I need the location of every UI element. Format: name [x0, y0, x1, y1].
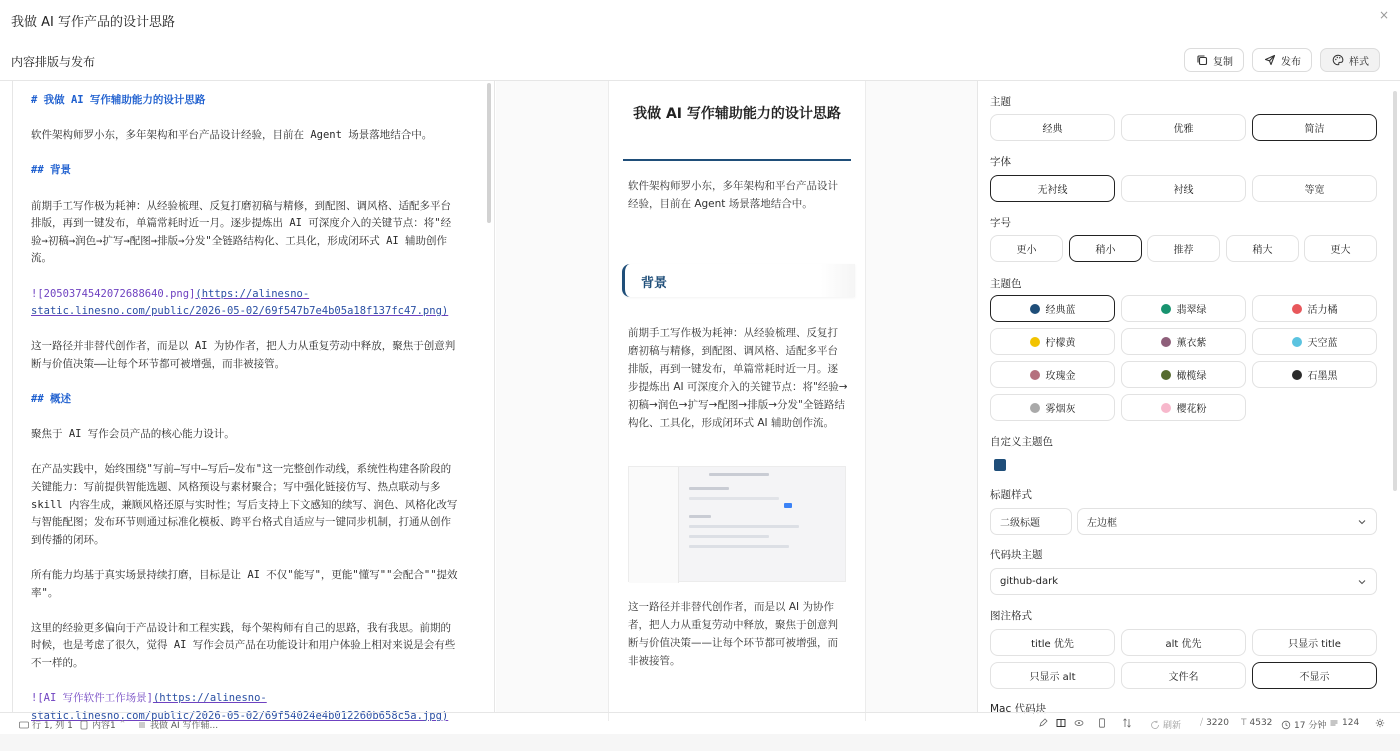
custom-color-swatch[interactable] [994, 459, 1006, 471]
status-bar [0, 712, 1400, 734]
preview-image [628, 466, 846, 582]
md-h1: # 我做 AI 写作辅助能力的设计思路 [31, 94, 206, 106]
preview-article [608, 81, 866, 721]
list-icon [137, 720, 147, 730]
theme-option-simple[interactable]: 简洁 [1252, 114, 1377, 141]
heading-style-select[interactable]: 左边框 [1077, 508, 1377, 535]
custom-color-label: 自定义主题色 [990, 436, 1053, 448]
color-dot [1030, 304, 1040, 314]
color-name: 活力橘 [1307, 305, 1338, 316]
code-theme-select[interactable]: github-dark [990, 568, 1377, 595]
md-para-overview: 聚焦于 AI 写作会员产品的核心能力设计。 [31, 428, 235, 441]
markdown-editor[interactable] [12, 81, 495, 722]
line-count: 124 [1329, 718, 1359, 728]
md-intro: 软件架构师罗小东，多年架构和平台产品设计经验，目前在 Agent 场景落地结合中。 [31, 129, 433, 142]
color-name: 雾烟灰 [1045, 404, 1076, 415]
caption-option-title-first[interactable]: title 优先 [990, 629, 1115, 656]
content-selector[interactable]: 内容1 ⌃ [79, 718, 126, 731]
color-label: 主题色 [990, 278, 1022, 290]
title-bar [0, 0, 1400, 40]
mac-code-label: Mac 代码块 [990, 703, 1047, 715]
chevron-down-icon [1357, 517, 1367, 527]
lines-icon [1329, 718, 1339, 728]
theme-color-option[interactable] [990, 295, 1115, 322]
color-name: 玫瑰金 [1045, 371, 1076, 382]
color-name: 樱花粉 [1176, 404, 1207, 415]
publish-label: 发布 [1281, 56, 1301, 68]
theme-color-option[interactable] [990, 328, 1115, 355]
color-dot [1292, 337, 1302, 347]
md-h2-background: ## 背景 [31, 164, 71, 177]
color-dot [1161, 304, 1171, 314]
edit-icon[interactable] [1038, 718, 1048, 728]
send-icon [1264, 54, 1276, 66]
code-theme-label: 代码块主题 [990, 549, 1043, 561]
title-divider [623, 159, 851, 161]
mobile-preview-icon[interactable] [1097, 718, 1107, 728]
style-settings-panel [979, 81, 1400, 713]
view-mode-toggles [1038, 718, 1084, 728]
size-option-smaller[interactable]: 更小 [990, 235, 1063, 262]
refresh-icon [1150, 720, 1160, 730]
md-image-link-2[interactable]: ![AI 写作软件工作场景](https://alinesno- static.linesno.com/public/2026-05-02/69f54024e4b012260b658c5a.jpg) [31, 692, 449, 722]
cursor-position: 行 1, 列 1 [19, 718, 73, 731]
keyboard-icon [19, 720, 29, 730]
font-option-serif[interactable]: 衬线 [1121, 175, 1246, 202]
size-option-small[interactable]: 稍小 [1069, 235, 1142, 262]
split-view-icon[interactable] [1056, 718, 1066, 728]
theme-color-option[interactable] [990, 361, 1115, 388]
subheader [0, 44, 1400, 80]
caption-option-none[interactable]: 不显示 [1252, 662, 1377, 689]
heading-style-label: 标题样式 [990, 489, 1032, 501]
copy-button[interactable] [1184, 48, 1244, 72]
size-option-large[interactable]: 稍大 [1226, 235, 1299, 262]
settings-gear-icon[interactable] [1375, 718, 1385, 728]
window-title: 我做 AI 写作产品的设计思路 [11, 15, 175, 30]
style-label: 样式 [1349, 56, 1369, 68]
preview-pane [496, 81, 978, 713]
theme-option-classic[interactable]: 经典 [990, 114, 1115, 141]
section-title: 内容排版与发布 [11, 55, 96, 69]
close-button[interactable]: × [1378, 8, 1390, 22]
size-option-larger[interactable]: 更大 [1304, 235, 1377, 262]
palette-icon [1332, 54, 1344, 66]
font-option-mono[interactable]: 等宽 [1252, 175, 1377, 202]
caption-option-filename[interactable]: 文件名 [1121, 662, 1246, 689]
theme-color-option[interactable] [1121, 295, 1246, 322]
publish-button[interactable] [1252, 48, 1312, 72]
sync-scroll-icon[interactable] [1122, 718, 1132, 728]
theme-color-option[interactable] [990, 394, 1115, 421]
caption-option-alt-first[interactable]: alt 优先 [1121, 629, 1246, 656]
preview-para-path: 这一路径并非替代创作者，而是以 AI 为协作者，把人力从重复劳动中释放，聚焦于创意判断与价值决策——让每个环节都可被增强，而非被接管。 [628, 601, 838, 667]
color-dot [1161, 370, 1171, 380]
md-para-experience: 这里的经验更多偏向于产品设计和工程实践，每个架构师有自己的思路，我有我思。前期的 时候，也是考虑了很久，觉得 AI 写作会员产品在功能设计和用户体验上相对来说是会有些 不一样的。 [31, 621, 456, 669]
md-image-link-1[interactable]: ![2050374542072688640.png](https://alinesno- static.linesno.com/public/2026-05-02/69f547b7e4b05a18f137fc47.png) [31, 287, 449, 318]
theme-color-option[interactable] [1121, 361, 1246, 388]
caption-option-title-only[interactable]: 只显示 title [1252, 629, 1377, 656]
color-name: 经典蓝 [1045, 305, 1076, 316]
char-count: T 4532 [1241, 718, 1273, 728]
copy-label: 复制 [1213, 56, 1233, 68]
style-button[interactable] [1320, 48, 1380, 72]
settings-scrollbar[interactable] [1393, 91, 1397, 491]
theme-color-option[interactable] [1121, 394, 1246, 421]
read-time: 17 分钟 [1281, 718, 1326, 731]
color-name: 橄榄绿 [1176, 371, 1207, 382]
theme-color-option[interactable] [1252, 328, 1377, 355]
doc-name: 我做 AI 写作辅... [137, 718, 218, 731]
chevron-down-icon [1357, 577, 1367, 587]
md-h2-overview: ## 概述 [31, 393, 71, 406]
preview-intro: 软件架构师罗小东，多年架构和平台产品设计经验，目前在 Agent 场景落地结合中。 [628, 180, 838, 210]
color-dot [1292, 370, 1302, 380]
color-name: 柠檬黄 [1045, 338, 1076, 349]
heading-level-select[interactable]: 二级标题 [990, 508, 1072, 535]
size-label: 字号 [990, 217, 1011, 229]
color-dot [1030, 403, 1040, 413]
preview-title: 我做 AI 写作辅助能力的设计思路 [633, 106, 841, 122]
word-count: ⧸ 3220 [1200, 718, 1229, 728]
md-para-path: 这一路径并非替代创作者，而是以 AI 为协作者，把人力从重复劳动中释放，聚焦于创意判 断与价值决策——让每个环节都可被增强，而非被接管。 [31, 340, 456, 370]
color-dot [1030, 370, 1040, 380]
theme-color-option[interactable] [1121, 328, 1246, 355]
theme-option-elegant[interactable]: 优雅 [1121, 114, 1246, 141]
color-name: 薰衣紫 [1176, 338, 1207, 349]
eye-icon[interactable] [1074, 718, 1084, 728]
color-name: 翡翠绿 [1176, 305, 1207, 316]
font-option-sans[interactable]: 无衬线 [990, 175, 1115, 202]
theme-color-option[interactable] [1252, 295, 1377, 322]
color-dot [1161, 337, 1171, 347]
file-icon [79, 720, 89, 730]
md-para-goal: 所有能力均基于真实场景持续打磨，目标是让 AI 不仅"能写"，更能"懂写""会配合""提效 率"。 [31, 569, 458, 599]
toolbar [1184, 48, 1380, 72]
theme-label: 主题 [990, 96, 1011, 108]
color-dot [1030, 337, 1040, 347]
caption-label: 图注格式 [990, 610, 1032, 622]
copy-icon [1196, 54, 1208, 66]
workspace [0, 80, 1400, 722]
md-para-background: 前期手工写作极为耗神：从经验梳理、反复打磨初稿与精修，到配图、调风格、适配多平台 排版，再到一键发布，单篇常耗时近一月。逐步提炼出 AI 可深度介入的关键节点：将"经 验→初稿→润色→扩写→配图→排版→分发"全链路结构化、工具化，形成闭环式 AI 辅助创作 流。 [31, 199, 452, 265]
preview-heading-background: 背景 [622, 264, 855, 297]
font-label: 字体 [990, 156, 1011, 168]
clock-icon [1281, 720, 1291, 730]
bottom-strip [0, 734, 1400, 751]
refresh-button[interactable]: 刷新 [1150, 718, 1181, 731]
caption-option-alt-only[interactable]: 只显示 alt [990, 662, 1115, 689]
editor-scrollbar[interactable] [487, 83, 491, 223]
color-name: 天空蓝 [1307, 338, 1338, 349]
color-dot [1161, 403, 1171, 413]
size-option-recommended[interactable]: 推荐 [1147, 235, 1220, 262]
color-name: 石墨黑 [1307, 371, 1338, 382]
theme-color-option[interactable] [1252, 361, 1377, 388]
md-para-practice: 在产品实践中，始终围绕"写前—写中—写后—发布"这一完整创作动线，系统性构建各阶段的 关键能力：写前提供智能选题、风格预设与素材聚合；写中强化链接仿写、热点联动与多 skill 内容生成，兼顾风格还原与实时性；写后支持上下文感知的续写、润色、风格化改写 与智能配图；发布环节则通过标准化模板、跨平台格式自适应与一键同步机制，打通从创作 到传播的闭环。 [31, 463, 458, 546]
color-dot [1292, 304, 1302, 314]
preview-para-background: 前期手工写作极为耗神：从经验梳理、反复打磨初稿与精修，到配图、调风格、适配多平台排版，再到一键发布，单篇常耗时近一月。逐步提炼出 AI 可深度介入的关键节点：将"经验→初稿→润色→扩写→配图→排版→分发"全链路结构化、工具化，形成闭环式 AI 辅助创作流。 [628, 327, 848, 429]
